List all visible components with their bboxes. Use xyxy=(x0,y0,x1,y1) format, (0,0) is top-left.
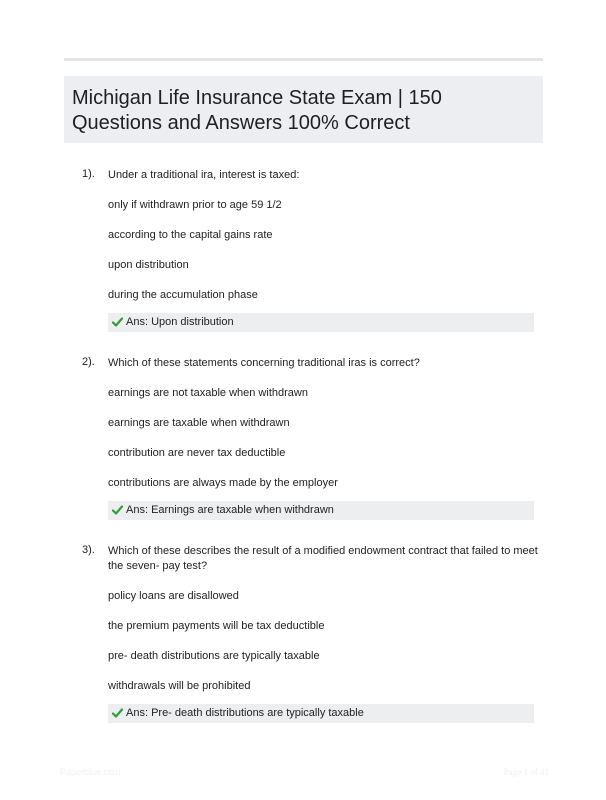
answer-text: Ans: Upon distribution xyxy=(126,316,234,328)
option-1a: only if withdrawn prior to age 59 1/2 xyxy=(108,199,282,211)
checkmark-icon xyxy=(112,704,126,718)
document-title: Michigan Life Insurance State Exam | 150 Questions and Answers 100% Correct xyxy=(72,87,442,134)
option-1d: during the accumulation phase xyxy=(108,289,258,301)
answer-box-1 xyxy=(108,313,534,332)
title-banner xyxy=(64,76,543,143)
top-divider xyxy=(64,58,543,61)
question-text: Which of these describes the result of a modified endowment contract that failed to meet the seven- pay test? xyxy=(108,545,538,572)
option-2a: earnings are not taxable when withdrawn xyxy=(108,387,308,399)
question-number: 2). xyxy=(82,356,95,368)
option-1c: upon distribution xyxy=(108,259,189,271)
option-1b: according to the capital gains rate xyxy=(108,229,273,241)
answer-box-3 xyxy=(108,704,534,723)
question-number: 1). xyxy=(82,168,95,180)
answer-text: Ans: Pre- death distributions are typically taxable xyxy=(126,707,364,719)
checkmark-icon xyxy=(112,501,126,515)
question-number: 3). xyxy=(82,544,95,556)
page-number: Page 1 of 41 xyxy=(503,767,549,777)
option-3a: policy loans are disallowed xyxy=(108,590,239,602)
option-2c: contribution are never tax deductible xyxy=(108,447,286,459)
option-3b: the premium payments will be tax deductible xyxy=(108,620,325,632)
option-2d: contributions are always made by the employer xyxy=(108,477,338,489)
option-2b: earnings are taxable when withdrawn xyxy=(108,417,290,429)
answer-text: Ans: Earnings are taxable when withdrawn xyxy=(126,504,334,516)
option-3c: pre- death distributions are typically taxable xyxy=(108,650,320,662)
footer-watermark: Paperblue.com xyxy=(60,767,121,777)
question-text: Under a traditional ira, interest is taxed: xyxy=(108,169,300,181)
answer-box-2 xyxy=(108,501,534,520)
question-text: Which of these statements concerning traditional iras is correct? xyxy=(108,357,420,369)
option-3d: withdrawals will be prohibited xyxy=(108,680,251,692)
checkmark-icon xyxy=(112,313,126,327)
